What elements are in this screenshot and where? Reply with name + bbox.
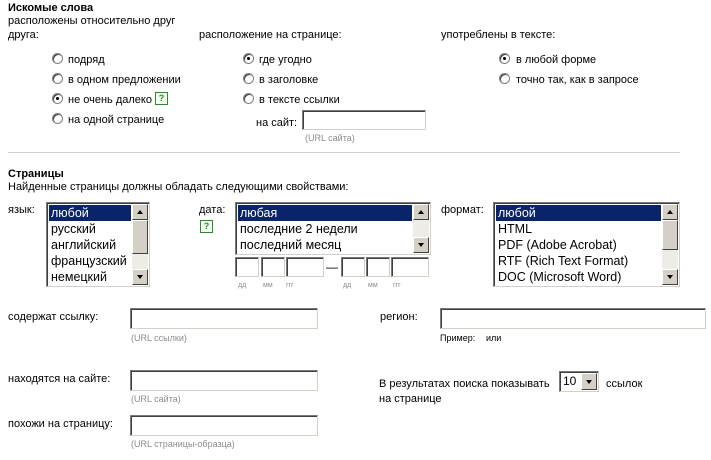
radio-same-page-label: на одной странице [68, 114, 165, 126]
date-from-day-input[interactable] [235, 257, 259, 277]
site-label: на сайт: [256, 117, 298, 129]
format-option[interactable]: RTF (Rich Text Format) [498, 254, 629, 268]
radio-same-sentence[interactable] [52, 73, 63, 84]
results-prefix-label: В результатах поиска показывать [379, 378, 550, 390]
radio-anywhere[interactable] [243, 53, 254, 64]
text-usage-label: употреблены в тексте: [441, 29, 556, 41]
contains-link-hint: (URL ссылки) [131, 333, 187, 343]
scroll-down-icon[interactable] [662, 269, 678, 285]
scroll-down-icon[interactable] [132, 269, 148, 285]
radio-in-link-text-label: в тексте ссылки [259, 94, 340, 106]
scroll-up-icon[interactable] [413, 204, 429, 220]
date-from-year-input[interactable] [286, 257, 324, 277]
radio-adjacent[interactable] [52, 53, 63, 64]
region-input[interactable] [440, 308, 706, 329]
radio-in-link-text[interactable] [243, 93, 254, 104]
date-to-day-hint: дд [343, 282, 352, 289]
contains-link-label: содержат ссылку: [8, 311, 99, 323]
language-scrollbar[interactable] [132, 204, 148, 285]
date-to-month-hint: мм [368, 282, 378, 289]
format-label: формат: [441, 204, 484, 216]
results-suffix-label: ссылок [606, 378, 643, 390]
pages-subtitle: Найденные страницы должны обладать следующими свойствами: [8, 181, 349, 193]
page-position-label: расположение на странице: [199, 29, 342, 41]
radio-anywhere-label: где угодно [259, 54, 312, 66]
format-option[interactable]: DOC (Microsoft Word) [498, 270, 622, 284]
on-site-label: находятся на сайте: [8, 373, 111, 385]
similar-page-hint: (URL страницы-образца) [131, 439, 235, 449]
date-to-day-input[interactable] [341, 257, 365, 277]
format-option[interactable]: любой [496, 205, 661, 221]
radio-adjacent-label: подряд [68, 54, 105, 66]
date-listbox[interactable] [235, 202, 431, 255]
date-to-month-input[interactable] [366, 257, 390, 277]
similar-page-label: похожи на страницу: [8, 418, 113, 430]
format-listbox[interactable] [493, 202, 680, 287]
date-option[interactable]: любая [238, 205, 412, 221]
scroll-up-icon[interactable] [662, 204, 678, 220]
pages-title: Страницы [8, 168, 64, 180]
scroll-up-icon[interactable] [132, 204, 148, 220]
date-range-dash: — [326, 260, 338, 274]
radio-in-title[interactable] [243, 73, 254, 84]
radio-exact-form[interactable] [499, 73, 510, 84]
results-count-value: 10 [563, 374, 577, 388]
radio-any-form-label: в любой форме [516, 54, 597, 66]
region-example-label: Пример: [440, 333, 476, 343]
format-scrollbar[interactable] [662, 204, 678, 285]
relative-position-label-line1: расположены относительно друг [8, 15, 176, 27]
site-input[interactable] [302, 110, 426, 130]
radio-same-page[interactable] [52, 113, 63, 124]
radio-in-title-label: в заголовке [259, 74, 319, 86]
site-hint: (URL сайта) [305, 133, 355, 143]
scroll-thumb[interactable] [662, 220, 678, 250]
on-site-hint: (URL сайта) [131, 394, 181, 404]
relative-position-label-line2: друга: [8, 29, 39, 41]
date-from-day-hint: дд [238, 282, 247, 289]
language-listbox[interactable] [46, 202, 150, 287]
date-label: дата: [199, 204, 226, 216]
date-to-year-hint: ггг [393, 282, 401, 289]
region-or-label: или [486, 333, 502, 343]
date-option[interactable]: последний месяц [240, 238, 342, 252]
radio-not-far-label: не очень далеко [68, 94, 152, 106]
results-suffix2-label: на странице [379, 393, 442, 405]
radio-same-sentence-label: в одном предложении [68, 74, 181, 86]
contains-link-input[interactable] [130, 308, 318, 329]
on-site-input[interactable] [130, 370, 318, 391]
date-option[interactable]: последние 2 недели [240, 222, 358, 236]
radio-not-far[interactable] [52, 93, 63, 104]
date-help-icon[interactable]: ? [200, 220, 213, 233]
format-option[interactable]: PDF (Adobe Acrobat) [498, 238, 617, 252]
scroll-thumb[interactable] [132, 220, 148, 254]
radio-any-form[interactable] [499, 53, 510, 64]
radio-exact-form-label: точно так, как в запросе [516, 74, 639, 86]
similar-page-input[interactable] [130, 415, 318, 436]
search-words-title: Искомые слова [8, 2, 94, 14]
results-count-select[interactable] [559, 371, 599, 392]
date-from-year-hint: ггг [286, 282, 294, 289]
format-option[interactable]: HTML [498, 222, 533, 236]
date-from-month-hint: мм [263, 282, 273, 289]
language-option[interactable]: русский [51, 222, 96, 236]
date-to-year-input[interactable] [391, 257, 429, 277]
date-from-month-input[interactable] [261, 257, 285, 277]
date-scrollbar[interactable] [413, 204, 429, 253]
language-option[interactable]: немецкий [51, 270, 107, 284]
language-option[interactable]: французский [51, 254, 127, 268]
chevron-down-icon[interactable] [581, 373, 597, 390]
language-option[interactable]: английский [51, 238, 117, 252]
language-option[interactable]: любой [49, 205, 131, 221]
language-label: язык: [8, 204, 35, 216]
section-divider [8, 152, 680, 153]
region-label: регион: [380, 311, 418, 323]
scroll-down-icon[interactable] [413, 237, 429, 253]
help-icon[interactable]: ? [155, 92, 168, 105]
